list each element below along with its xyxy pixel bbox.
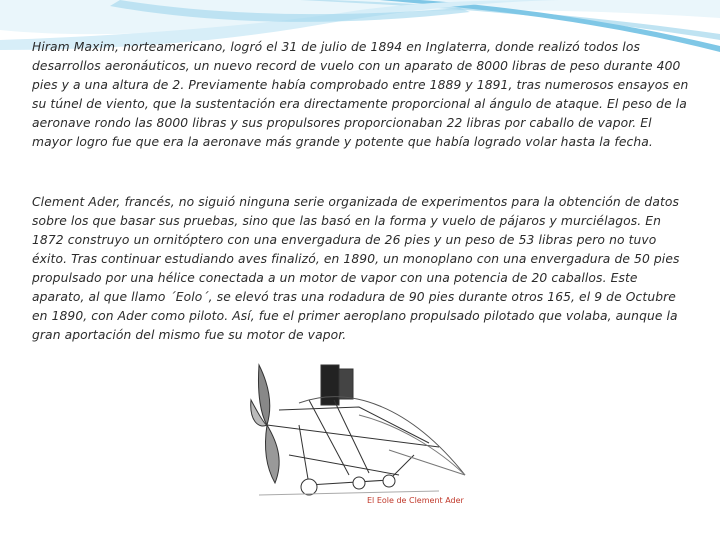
paragraph-clement-ader: Clement Ader, francés, no siguió ninguna serie organizada de experimentos para la obtención de datos sobre los que basar sus pruebas, sino que las basó en la forma y vuelo de pájaros y murciélagos. En 1872 construyo un ornitóptero con una envergadura de 26 pies y un peso de 53 libras pero no tuvo éxito. Tras continuar estudiando aves finalizó, en 1890, un monoplano con una envergadura de 50 pies propulsado por una hélice conectada a un motor de vapor con una potencia de 20 caballos. Este aparato, al que llamo ´Eolo´, se elevó tras una rodadura de 90 pies durante otros 165, el 9 de Octubre en 1890, con Ader como piloto. Así, fue el primer aeroplano propulsado pilotado que volaba, aunque la gran aportación del mismo fue su motor de vapor. bbox=[32, 195, 680, 342]
paragraph-hiram-maxim: Hiram Maxim, norteamericano, logró el 31 de julio de 1894 en Inglaterra, donde realizó todos los desarrollos aeronáuticos, un nuevo record de vuelo con un aparato de 8000 libras de peso durante 400 pies y a una altura de 2. Previamente había comprobado entre 1889 y 1891, tras numerosos ensayos en su túnel de viento, que la sustentación era directamente proporcional al ángulo de ataque. El peso de la aeronave rondo las 8000 libras y sus propulsores proporcionaban 22 libras por caballo de vapor. El mayor logro fue que era la aeronave más grande y potente que había logrado volar hasta la fecha. bbox=[32, 40, 689, 149]
eole-aircraft-drawing bbox=[239, 355, 471, 518]
figure-caption: El Eole de Clement Ader bbox=[367, 496, 464, 505]
eole-aircraft-illustration bbox=[239, 355, 471, 518]
